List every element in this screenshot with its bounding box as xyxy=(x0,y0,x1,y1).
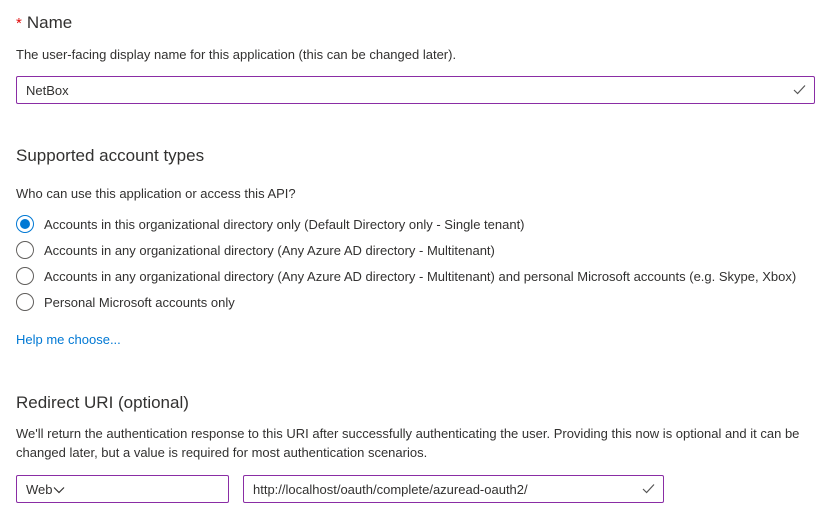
account-types-radio-group xyxy=(16,211,815,315)
radio-option-multitenant-personal[interactable] xyxy=(16,263,815,289)
account-types-title: Supported account types xyxy=(16,146,205,165)
radio-option-label: Accounts in any organizational directory (Any Azure AD directory - Multitenant) and personal Microsoft accounts (e.g. Skype, Xbox) xyxy=(44,268,797,284)
chevron-down-icon xyxy=(53,482,65,497)
account-types-question: Who can use this application or access this API? xyxy=(16,186,296,201)
name-title-text: Name xyxy=(26,13,73,32)
name-input[interactable] xyxy=(17,77,814,103)
redirect-uri-row xyxy=(16,475,815,503)
name-section-title xyxy=(16,12,815,35)
platform-selected-value: Web xyxy=(26,481,53,497)
redirect-uri-description: We'll return the authentication response to this URI after successfully authenticating the user. Providing this now is optional and it can be changed later, but a value is required for most authentication scenarios. xyxy=(16,426,800,460)
radio-option-multitenant[interactable] xyxy=(16,237,815,263)
name-input-field xyxy=(16,76,815,104)
required-asterisk: * xyxy=(16,15,22,32)
redirect-uri-input-field xyxy=(243,475,664,503)
radio-option-single-tenant[interactable] xyxy=(16,211,815,237)
radio-button-icon[interactable] xyxy=(16,241,34,259)
redirect-uri-title: Redirect URI (optional) xyxy=(16,393,189,412)
radio-option-personal-only[interactable] xyxy=(16,289,815,315)
platform-select-dropdown[interactable] xyxy=(16,475,229,503)
radio-button-icon[interactable] xyxy=(16,215,34,233)
radio-option-label: Accounts in any organizational directory (Any Azure AD directory - Multitenant) xyxy=(44,242,495,258)
radio-option-label: Accounts in this organizational directory only (Default Directory only - Single tenant) xyxy=(44,216,525,232)
radio-button-icon[interactable] xyxy=(16,293,34,311)
radio-option-label: Personal Microsoft accounts only xyxy=(44,294,235,310)
redirect-uri-input[interactable] xyxy=(244,476,663,502)
help-me-choose-link[interactable]: Help me choose... xyxy=(16,332,121,347)
radio-button-icon[interactable] xyxy=(16,267,34,285)
name-description: The user-facing display name for this application (this can be changed later). xyxy=(16,47,457,62)
